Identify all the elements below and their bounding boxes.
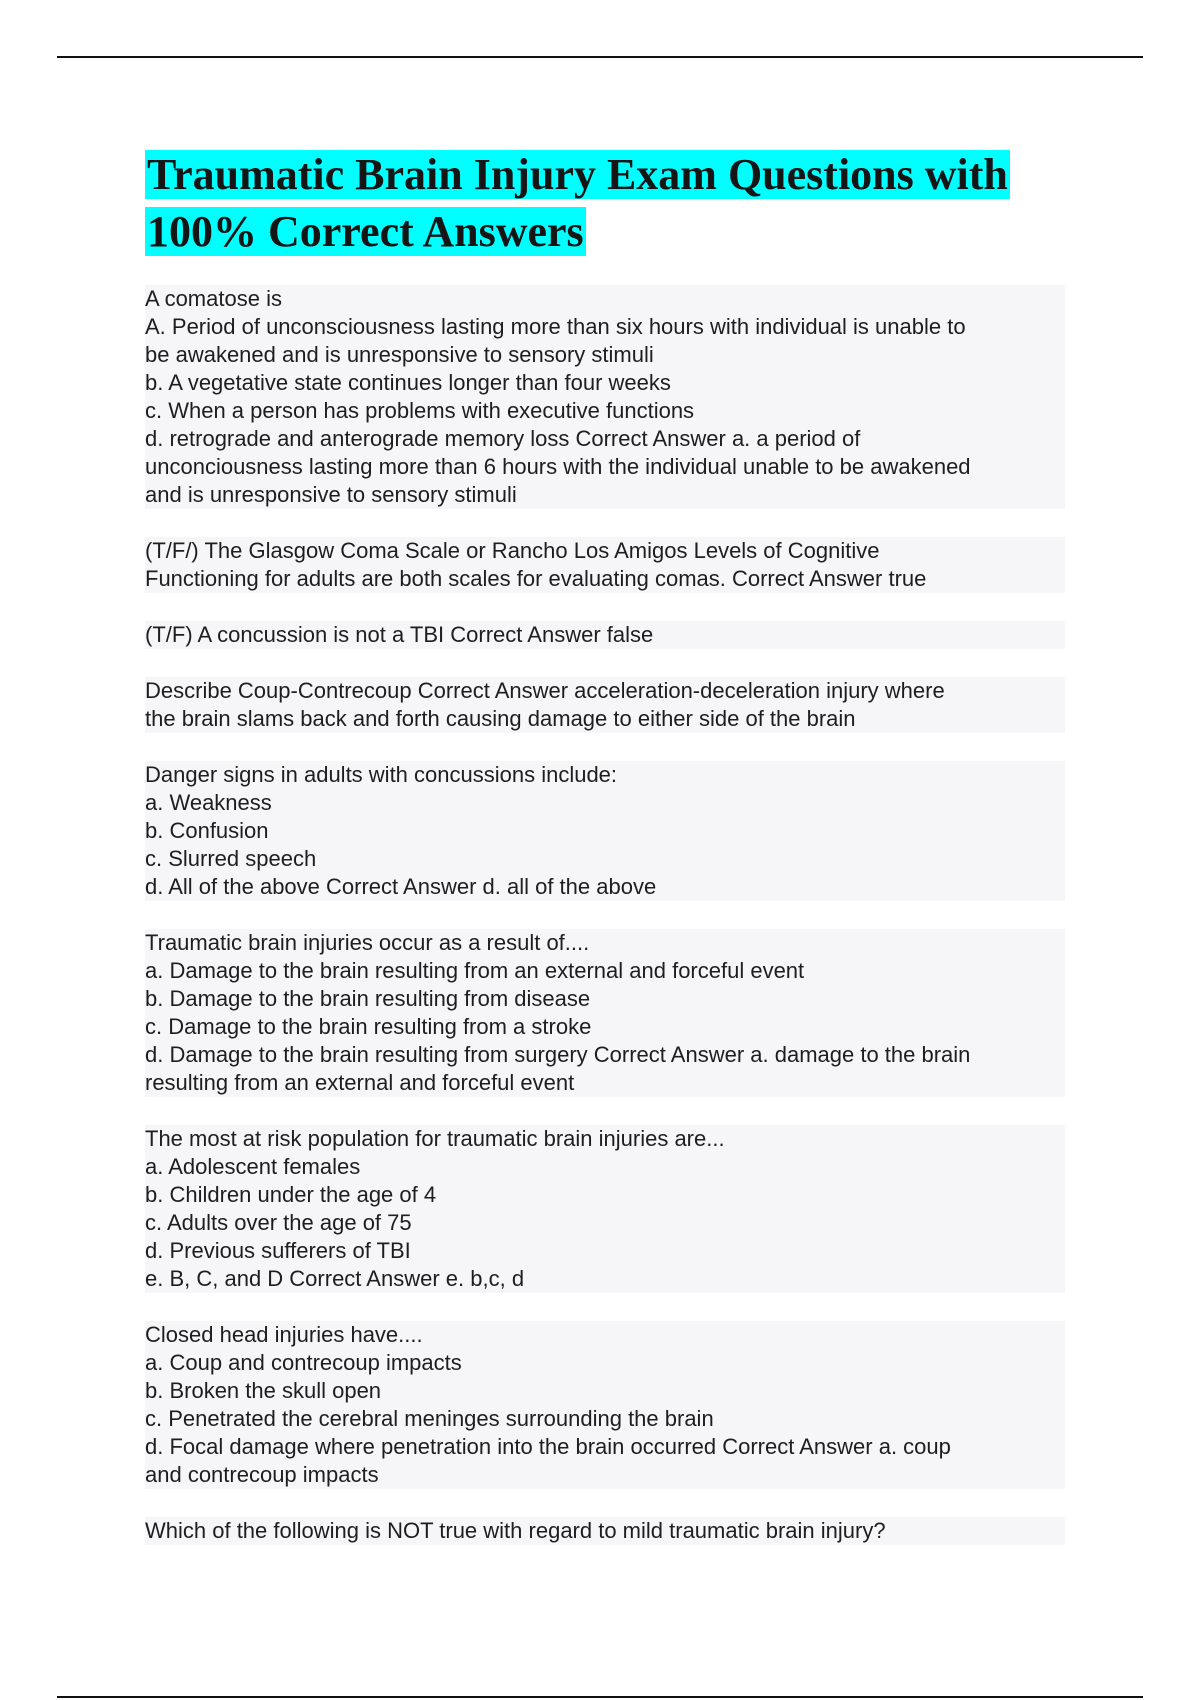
question-line: d. retrograde and anterograde memory loss Correct Answer a. a period of xyxy=(145,425,1065,453)
question-line: c. Slurred speech xyxy=(145,845,1065,873)
question-block xyxy=(145,621,1065,649)
question-line: Functioning for adults are both scales for evaluating comas. Correct Answer true xyxy=(145,565,1065,593)
question-line: A. Period of unconsciousness lasting more than six hours with individual is unable to xyxy=(145,313,1065,341)
question-line: d. Damage to the brain resulting from surgery Correct Answer a. damage to the brain xyxy=(145,1041,1065,1069)
question-block xyxy=(145,1517,1065,1545)
question-line: d. Previous sufferers of TBI xyxy=(145,1237,1065,1265)
question-block xyxy=(145,1321,1065,1489)
question-line: b. Confusion xyxy=(145,817,1065,845)
bottom-rule xyxy=(57,1696,1143,1698)
question-line: Closed head injuries have.... xyxy=(145,1321,1065,1349)
top-rule xyxy=(57,56,1143,58)
question-line: A comatose is xyxy=(145,285,1065,313)
question-line: Danger signs in adults with concussions include: xyxy=(145,761,1065,789)
question-line: Which of the following is NOT true with regard to mild traumatic brain injury? xyxy=(145,1517,1065,1545)
question-block xyxy=(145,929,1065,1097)
question-line: be awakened and is unresponsive to sensory stimuli xyxy=(145,341,1065,369)
question-line: and contrecoup impacts xyxy=(145,1461,1065,1489)
question-line: c. Damage to the brain resulting from a stroke xyxy=(145,1013,1065,1041)
question-line: b. A vegetative state continues longer than four weeks xyxy=(145,369,1065,397)
title-highlight: Traumatic Brain Injury Exam Questions with 100% Correct Answers xyxy=(147,150,1008,256)
question-line: b. Damage to the brain resulting from disease xyxy=(145,985,1065,1013)
question-line: a. Coup and contrecoup impacts xyxy=(145,1349,1065,1377)
question-block xyxy=(145,761,1065,901)
question-line: (T/F/) The Glasgow Coma Scale or Rancho Los Amigos Levels of Cognitive xyxy=(145,537,1065,565)
question-line: a. Adolescent females xyxy=(145,1153,1065,1181)
question-line: c. When a person has problems with executive functions xyxy=(145,397,1065,425)
question-line: c. Penetrated the cerebral meninges surrounding the brain xyxy=(145,1405,1065,1433)
question-line: resulting from an external and forceful event xyxy=(145,1069,1065,1097)
question-list xyxy=(145,285,1065,1573)
question-block xyxy=(145,285,1065,509)
question-line: b. Broken the skull open xyxy=(145,1377,1065,1405)
question-line: d. Focal damage where penetration into the brain occurred Correct Answer a. coup xyxy=(145,1433,1065,1461)
page-title xyxy=(145,146,1045,260)
question-line: c. Adults over the age of 75 xyxy=(145,1209,1065,1237)
question-block xyxy=(145,677,1065,733)
question-line: Describe Coup-Contrecoup Correct Answer acceleration-deceleration injury where xyxy=(145,677,1065,705)
question-line: the brain slams back and forth causing damage to either side of the brain xyxy=(145,705,1065,733)
question-line: The most at risk population for traumatic brain injuries are... xyxy=(145,1125,1065,1153)
question-line: a. Damage to the brain resulting from an external and forceful event xyxy=(145,957,1065,985)
question-line: unconciousness lasting more than 6 hours with the individual unable to be awakened xyxy=(145,453,1065,481)
question-line: Traumatic brain injuries occur as a result of.... xyxy=(145,929,1065,957)
question-line: b. Children under the age of 4 xyxy=(145,1181,1065,1209)
question-block xyxy=(145,1125,1065,1293)
question-line: e. B, C, and D Correct Answer e. b,c, d xyxy=(145,1265,1065,1293)
question-line: d. All of the above Correct Answer d. all of the above xyxy=(145,873,1065,901)
question-line: and is unresponsive to sensory stimuli xyxy=(145,481,1065,509)
question-line: a. Weakness xyxy=(145,789,1065,817)
question-block xyxy=(145,537,1065,593)
question-line: (T/F) A concussion is not a TBI Correct Answer false xyxy=(145,621,1065,649)
